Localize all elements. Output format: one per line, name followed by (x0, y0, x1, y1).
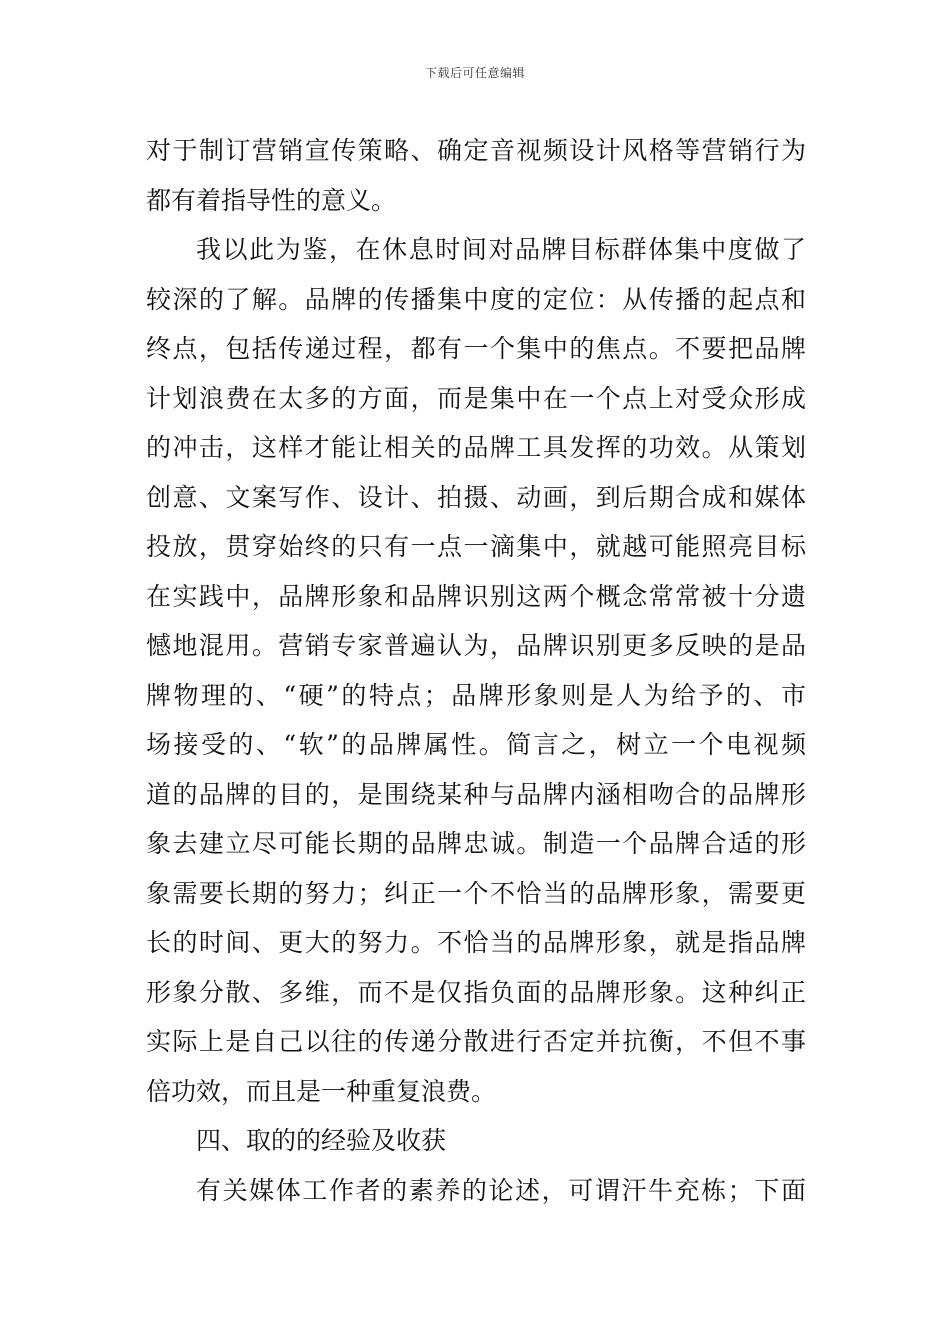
text-line: 象去建立尽可能长期的品牌忠诚。制造一个品牌合适的形 (146, 829, 806, 858)
text-line: 长的时间、更大的努力。不恰当的品牌形象，就是指品牌 (146, 928, 806, 957)
text-line: 牌物理的、“硬”的特点；品牌形象则是人为给予的、市 (146, 680, 806, 710)
text-line: 形象分散、多维，而不是仅指负面的品牌形象。这种纠正 (146, 977, 806, 1007)
text-line: 有关媒体工作者的素养的论述，可谓汗牛充栋；下面 (196, 1175, 806, 1205)
text-line: 终点，包括传递过程，都有一个集中的焦点。不要把品牌 (146, 334, 806, 363)
text-line: 场接受的、“软”的品牌属性。简言之，树立一个电视频 (146, 730, 806, 759)
page-header: 下载后可任意编辑 (424, 66, 525, 80)
text-line: 创意、文案写作、设计、拍摄、动画，到后期合成和媒体 (146, 482, 806, 512)
text-line: 我以此为鉴，在休息时间对品牌目标群体集中度做了 (196, 235, 806, 264)
document-body (146, 126, 806, 1215)
text-line: 较深的了解。品牌的传播集中度的定位：从传播的起点和 (146, 284, 806, 314)
text-line: 实际上是自己以往的传递分散进行否定并抗衡，不但不事 (146, 1027, 806, 1056)
text-line: 都有着指导性的意义。 (146, 185, 397, 215)
text-line: 道的品牌的目的，是围绕某种与品牌内涵相吻合的品牌形 (146, 779, 806, 809)
text-line: 象需要长期的努力；纠正一个不恰当的品牌形象，需要更 (146, 878, 806, 908)
text-line: 计划浪费在太多的方面，而是集中在一个点上对受众形成 (146, 383, 806, 413)
text-line: 在实践中，品牌形象和品牌识别这两个概念常常被十分遗 (146, 581, 806, 611)
text-line: 倍功效，而且是一种重复浪费。 (146, 1076, 497, 1106)
text-line: 的冲击，这样才能让相关的品牌工具发挥的功效。从策划 (146, 433, 806, 462)
text-line: 对于制订营销宣传策略、确定音视频设计风格等营销行为 (146, 136, 806, 165)
text-line: 投放，贯穿始终的只有一点一滴集中，就越可能照亮目标 (146, 532, 806, 561)
text-line: 憾地混用。营销专家普遍认为，品牌识别更多反映的是品 (146, 631, 806, 660)
section-heading: 四、取的的经验及收获 (196, 1126, 447, 1155)
